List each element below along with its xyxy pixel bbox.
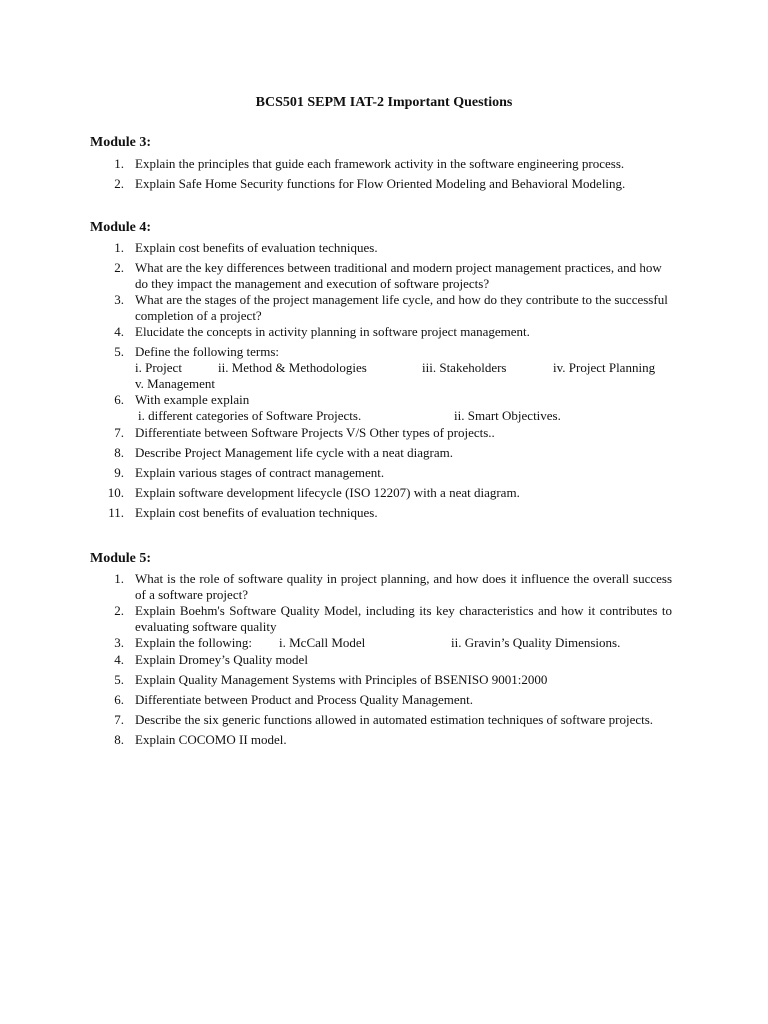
module-5-question-8: 8. Explain COCOMO II model. — [114, 732, 287, 747]
module-4-question-6: 6. With example explain i. different categories of Software Projects. ii. Smart Objectives. — [90, 392, 672, 424]
module-5-question-4: 4. Explain Dromey’s Quality model — [114, 652, 308, 667]
subitem-gravin: ii. Gravin’s Quality Dimensions. — [451, 635, 621, 650]
module-3-section — [90, 134, 672, 192]
module-4-question-4: 4. Elucidate the concepts in activity planning in software project management. — [114, 324, 530, 339]
module-4-question-8: 8. Describe Project Management life cycle with a neat diagram. — [114, 445, 454, 460]
module-4-question-3: 3. What are the stages of the project management life cycle, and how do they contribute to the successful completion of a project? — [114, 292, 668, 323]
module-4-section — [90, 219, 672, 521]
subitem-categories: i. different categories of Software Projects. — [138, 408, 362, 423]
explain-following-label: Explain the following: — [135, 635, 252, 650]
module-4-heading: Module 4: — [90, 220, 152, 235]
module-3-heading: Module 3: — [90, 135, 152, 150]
subitem-mccall: i. McCall Model — [279, 635, 366, 650]
module-5-heading: Module 5: — [90, 551, 152, 566]
module-5-question-2: 2. Explain Boehm's Software Quality Model, including its key characteristics and how it contributes to evaluating software quality — [114, 603, 672, 634]
document-title: BCS501 SEPM IAT-2 Important Questions — [255, 95, 513, 110]
term-project-planning: iv. Project Planning — [553, 360, 656, 375]
subitem-smart-objectives: ii. Smart Objectives. — [454, 408, 561, 423]
module-5-question-6: 6. Differentiate between Product and Process Quality Management. — [114, 692, 474, 707]
term-management: v. Management — [135, 376, 216, 391]
module-4-question-5: 5. Define the following terms: i. Project ii. Method & Methodologies iii. Stakeholders iv. Project Planning v. Management — [90, 344, 672, 392]
module-3-question-1: 1. Explain the principles that guide each framework activity in the software engineering process. — [114, 156, 625, 171]
module-5-question-3: 3. Explain the following: i. McCall Model ii. Gravin’s Quality Dimensions. — [114, 635, 621, 650]
subitems-row — [135, 408, 672, 424]
module-4-question-9: 9. Explain various stages of contract management. — [114, 465, 385, 480]
module-5-question-5: 5. Explain Quality Management Systems with Principles of BSENISO 9001:2000 — [114, 672, 548, 687]
terms-row — [135, 360, 672, 376]
module-4-question-10: 10. Explain software development lifecycle (ISO 12207) with a neat diagram. — [107, 485, 520, 500]
term-method: ii. Method & Methodologies — [218, 360, 367, 375]
module-4-question-2: 2. What are the key differences between traditional and modern project management practices, and how do they impact the management and execution of software projects? — [114, 260, 662, 291]
term-project: i. Project — [135, 360, 182, 375]
module-5-question-7: 7. Describe the six generic functions allowed in automated estimation techniques of software projects. — [114, 712, 654, 727]
module-5-section — [90, 550, 672, 748]
module-4-question-1: 1. Explain cost benefits of evaluation techniques. — [114, 240, 378, 255]
module-4-question-7: 7. Differentiate between Software Projects V/S Other types of projects.. — [114, 425, 495, 440]
module-4-question-11: 11. Explain cost benefits of evaluation techniques. — [108, 505, 378, 520]
module-3-question-2: 2. Explain Safe Home Security functions for Flow Oriented Modeling and Behavioral Modeling. — [114, 176, 626, 191]
module-5-question-1: 1. What is the role of software quality in project planning, and how does it influence the overall success of a software project? — [114, 571, 672, 602]
term-stakeholders: iii. Stakeholders — [422, 360, 507, 375]
